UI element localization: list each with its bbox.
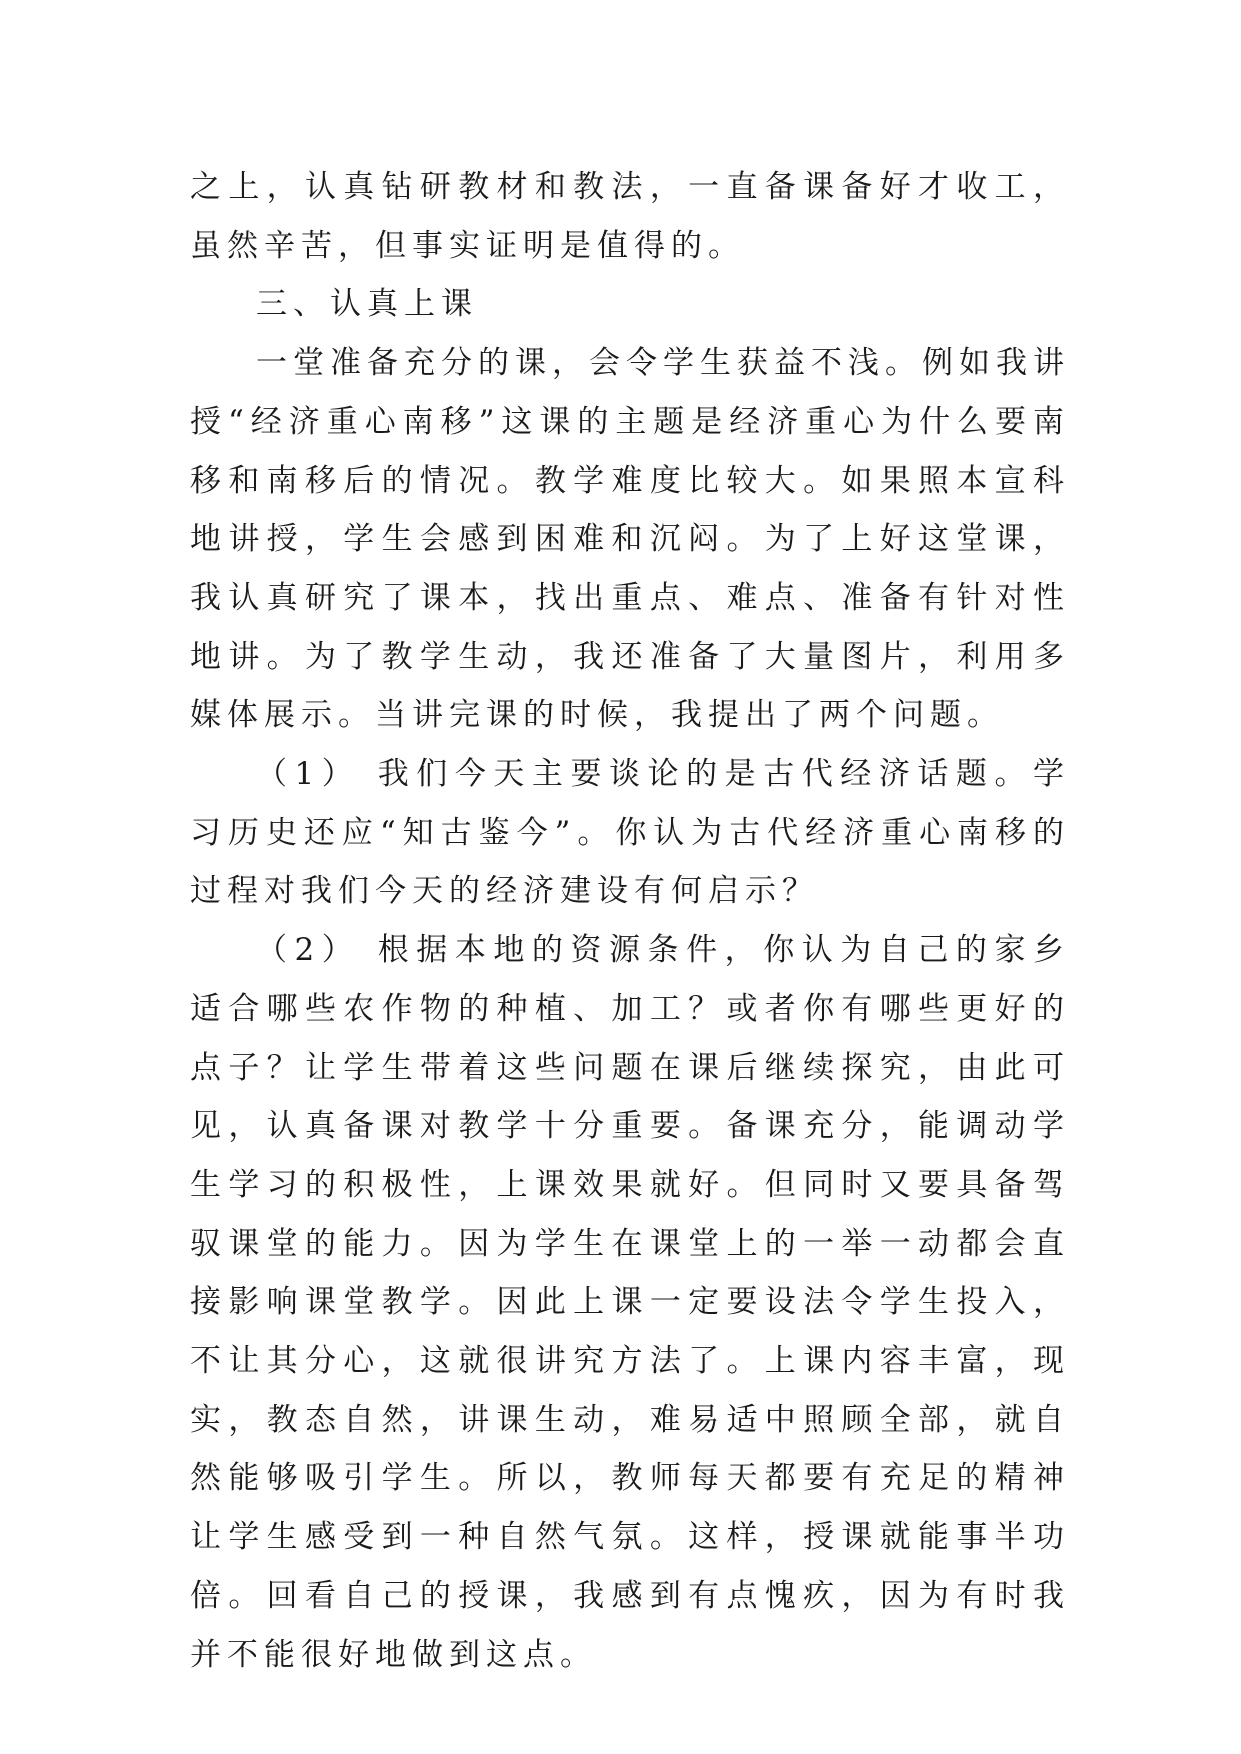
paragraph-continuation: 之上，认真钻研教材和教法，一直备课备好才收工，虽然辛苦，但事实证明是值得的。 xyxy=(190,169,1070,264)
question-item-2: （2） 根据本地的资源条件，你认为自己的家乡适合哪些农作物的种植、加工？或者你有哪些更好的点子？让学生带着这些问题在课后继续探究，由此可见，认真备课对教学十分重要。备课充分，能调动学生学习的积极性，上课效果就好。但同时又要具备驾驭课堂的能力。因为学生在课堂上的一举一动都会直接影响课堂教学。因此上课一定要设法令学生投入，不让其分心，这就很讲究方法了。上课内容丰富，现实，教态自然，讲课生动，难易适中照顾全部，就自然能够吸引学生。所以，教师每天都要有充足的精神让学生感受到一种自然气氛。这样，授课就能事半功倍。回看自己的授课，我感到有点愧疚，因为有时我并不能很好地做到这点。 xyxy=(190,932,1070,1673)
question-item-1: （1） 我们今天主要谈论的是古代经济话题。学习历史还应“知古鉴今”。你认为古代经济重心南移的过程对我们今天的经济建设有何启示？ xyxy=(190,756,1070,910)
paragraph-lesson-example: 一堂准备充分的课，会令学生获益不浅。例如我讲授“经济重心南移”这课的主题是经济重心为什么要南移和南移后的情况。教学难度比较大。如果照本宣科地讲授，学生会感到困难和沉闷。为了上好这堂课，我认真研究了课本，找出重点、难点、准备有针对性地讲。为了教学生动，我还准备了大量图片，利用多媒体展示。当讲完课的时候，我提出了两个问题。 xyxy=(190,345,1070,734)
section-heading: 三、认真上课 xyxy=(256,286,478,323)
document-body xyxy=(190,158,1070,1684)
